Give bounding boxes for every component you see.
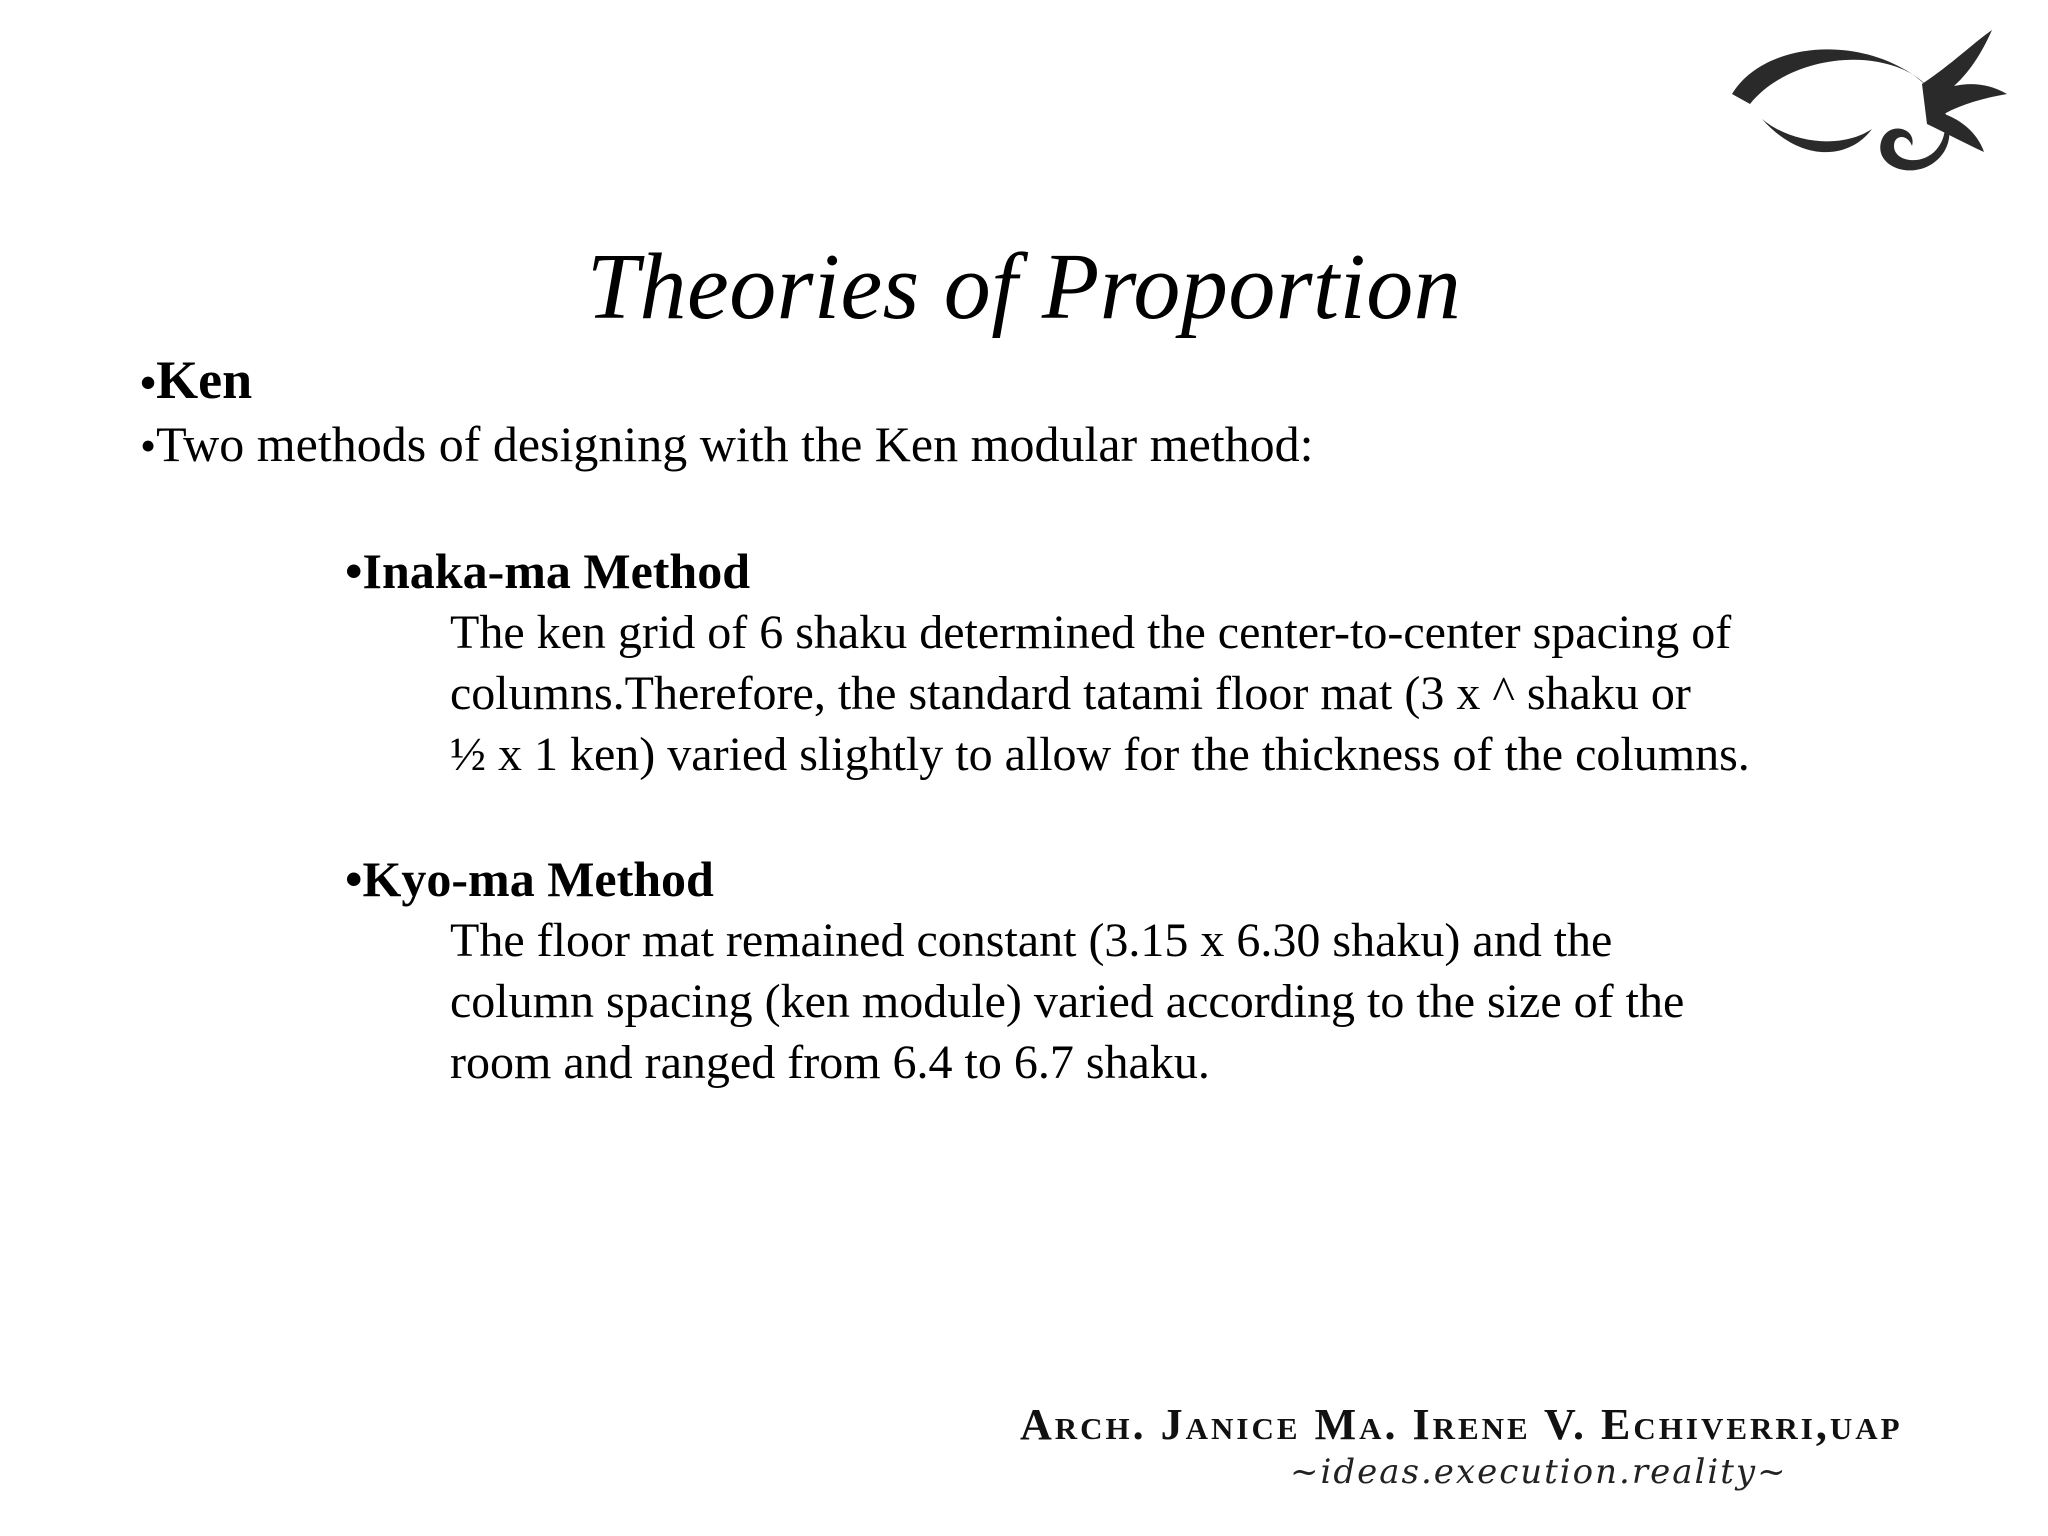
bullet-glyph: •: [345, 851, 363, 907]
bullet-intro-text: Two methods of designing with the Ken modular method:: [156, 416, 1314, 472]
bullet-glyph: •: [140, 420, 157, 471]
description-line: ½ x 1 ken) varied slightly to allow for the thickness of the columns.: [450, 728, 1750, 781]
author-name: Arch. Janice Ma. Irene V. Echiverri,uap: [1020, 1400, 1903, 1449]
bullet-ken-label: Ken: [156, 350, 253, 410]
description-line: column spacing (ken module) varied according to the size of the: [450, 975, 1685, 1028]
method-heading-text: Kyo-ma Method: [362, 851, 714, 907]
description-line: room and ranged from 6.4 to 6.7 shaku.: [450, 1036, 1210, 1089]
slide-title: Theories of Proportion: [586, 235, 1462, 339]
description-line: The ken grid of 6 shaku determined the center-to-center spacing of: [450, 606, 1732, 659]
bullet-glyph: •: [345, 543, 363, 599]
bullet-intro: [140, 412, 1314, 478]
method-description-inaka-ma: [450, 602, 2048, 785]
method-heading-inaka-ma: [345, 540, 750, 602]
author-signature: [1020, 1398, 2030, 1492]
author-tagline: ~ideas.execution.reality~: [1290, 1452, 1788, 1492]
method-heading-text: Inaka-ma Method: [362, 543, 751, 599]
bullet-glyph: •: [140, 357, 157, 408]
bullet-ken: [140, 348, 252, 415]
description-line: The floor mat remained constant (3.15 x 6.30 shaku) and the: [450, 914, 1613, 967]
description-line: columns.Therefore, the standard tatami floor mat (3 x ^ shaku or: [450, 667, 1691, 720]
method-description-kyo-ma: [450, 910, 2048, 1093]
scroll-flourish-icon: [1722, 24, 2022, 194]
method-heading-kyo-ma: [345, 848, 714, 910]
